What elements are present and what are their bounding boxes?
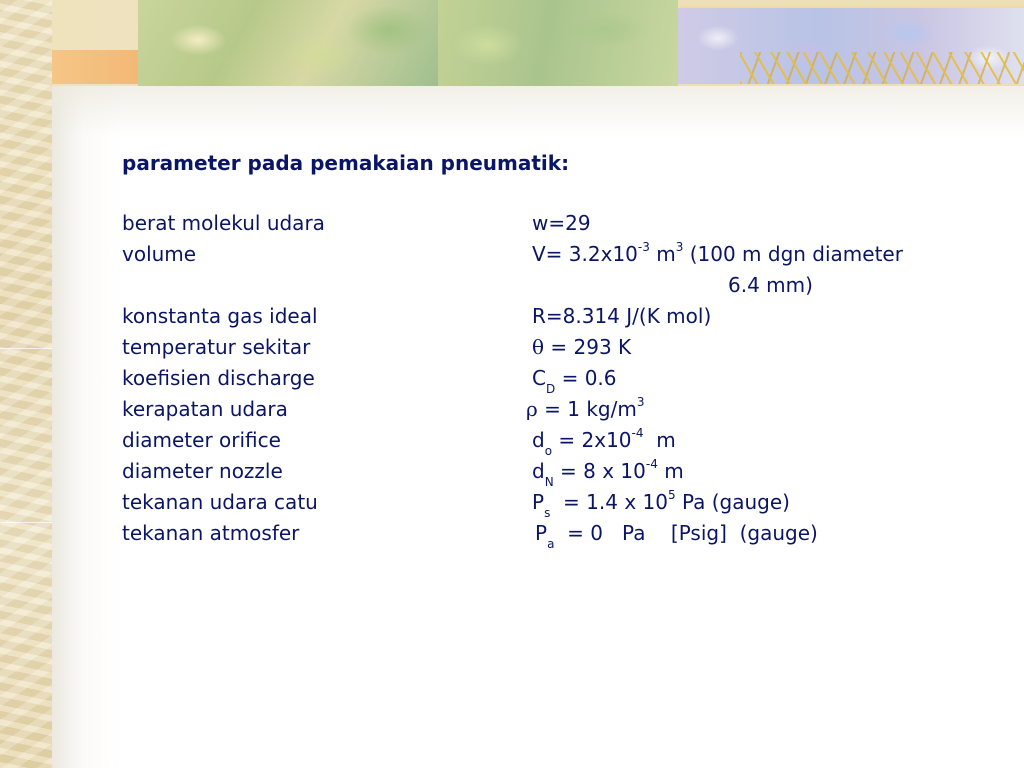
parameter-row — [122, 208, 1002, 239]
grass-texture-image — [740, 52, 1024, 84]
parameter-row — [122, 363, 1002, 394]
value-text: = 1.4 x 10 — [550, 490, 668, 514]
superscript: 3 — [675, 240, 684, 255]
parameter-label: koefisien discharge — [122, 366, 315, 390]
superscript: 5 — [667, 488, 676, 503]
parameter-row — [122, 425, 1002, 456]
subscript: D — [545, 382, 556, 396]
parameter-label: kerapatan udara — [122, 397, 288, 421]
theta-symbol: θ — [532, 335, 545, 359]
parameter-row — [122, 456, 1002, 487]
parameter-value: R=8.314 J/(K mol) — [532, 304, 712, 328]
superscript: -4 — [645, 457, 658, 472]
value-text: = 0.6 — [555, 366, 617, 390]
parameter-label: tekanan udara catu — [122, 490, 318, 514]
value-text: = 293 K — [544, 335, 632, 359]
parameter-value — [532, 363, 617, 394]
parameter-value — [532, 332, 631, 363]
value-text: P — [535, 521, 548, 545]
value-text: (100 m dgn diameter — [683, 242, 903, 266]
parameter-value — [532, 239, 903, 270]
parameter-value — [535, 518, 818, 549]
value-text: Pa (gauge) — [675, 490, 790, 514]
subscript: o — [544, 444, 553, 458]
left-parchment-strip — [0, 0, 52, 768]
leaf-texture-image-2 — [438, 0, 678, 86]
band-accent-line — [680, 6, 1024, 8]
strip-seam — [0, 348, 52, 349]
leaf-texture-image — [138, 0, 438, 86]
parameter-row — [122, 394, 1002, 425]
parameter-label: tekanan atmosfer — [122, 521, 300, 545]
value-text: = 1 kg/m — [537, 397, 637, 421]
band-fade — [52, 86, 1024, 136]
subscript: s — [544, 506, 551, 520]
parameter-row — [122, 239, 1002, 270]
superscript: -4 — [631, 426, 644, 441]
superscript: -3 — [637, 240, 650, 255]
parameter-label: konstanta gas ideal — [122, 304, 318, 328]
parameter-value — [532, 487, 790, 518]
value-text: C — [532, 366, 546, 390]
value-text: m — [643, 428, 676, 452]
superscript: 3 — [636, 395, 645, 410]
left-shadow — [52, 86, 122, 768]
parameter-value: w=29 — [532, 211, 591, 235]
parameter-row — [122, 332, 1002, 363]
parameter-value — [532, 456, 684, 487]
subscript: N — [544, 475, 554, 489]
value-continuation: 6.4 mm) — [728, 273, 813, 297]
value-text: V= 3.2x10 — [532, 242, 638, 266]
parameter-label: berat molekul udara — [122, 211, 325, 235]
value-text: d — [532, 459, 545, 483]
parameter-value — [532, 425, 676, 456]
parameter-value — [526, 394, 644, 425]
parameter-label: temperatur sekitar — [122, 335, 311, 359]
slide-title: parameter pada pemakaian pneumatik: — [122, 151, 570, 175]
value-text: m — [649, 242, 676, 266]
parameter-label: diameter orifice — [122, 428, 281, 452]
value-text: = 0 Pa [Psig] (gauge) — [554, 521, 818, 545]
value-text: d — [532, 428, 545, 452]
rho-symbol: ρ — [526, 397, 538, 421]
value-text: P — [532, 490, 545, 514]
parameter-row-continuation — [122, 270, 1002, 301]
parameter-row — [122, 487, 1002, 518]
parameter-label: diameter nozzle — [122, 459, 283, 483]
parameter-row — [122, 518, 1002, 549]
subscript: a — [547, 537, 555, 551]
parameter-label: volume — [122, 242, 197, 266]
value-text: = 8 x 10 — [553, 459, 646, 483]
parameter-row — [122, 301, 1002, 332]
strip-seam — [0, 522, 52, 523]
value-text: = 2x10 — [552, 428, 632, 452]
value-text: m — [657, 459, 684, 483]
